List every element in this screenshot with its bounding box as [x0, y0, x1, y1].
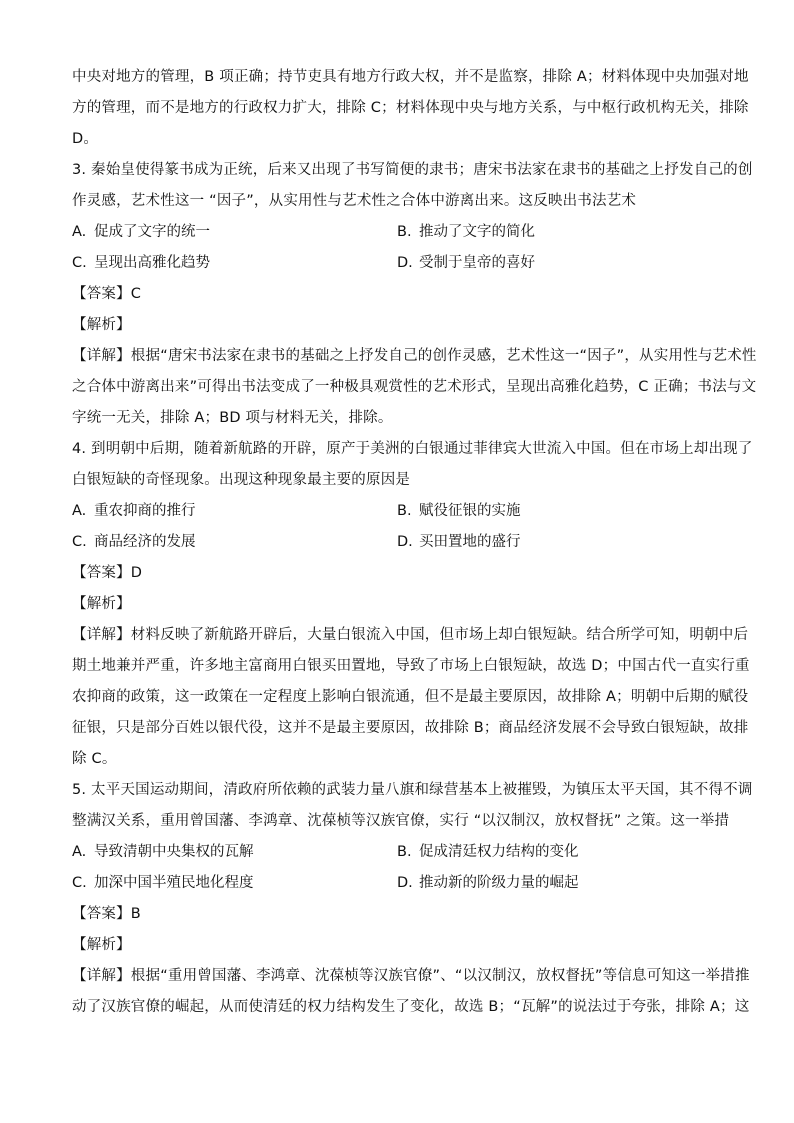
answer-line: 【答案】C [72, 286, 142, 302]
detail-line: 征银，只是部分百姓以银代役，这并不是最主要原因，故排除 B；商品经济发展不会导致白银短缺，故排 [72, 720, 749, 736]
option-text: 导致清朝中央集权的瓦解 [94, 844, 254, 860]
option-d [397, 248, 722, 279]
option-letter: B. [397, 503, 412, 519]
option-c [72, 248, 397, 279]
option-letter: C. [72, 255, 87, 271]
options-row [72, 527, 722, 558]
answer-line: 【答案】B [72, 906, 141, 922]
option-d [397, 868, 722, 899]
option-text: 受制于皇帝的喜好 [419, 255, 535, 271]
document-page [72, 62, 757, 1023]
option-letter: D. [397, 875, 413, 891]
text-line: D。 [72, 131, 99, 147]
options-row [72, 217, 722, 248]
option-a [72, 217, 397, 248]
detail-line: 动了汉族官僚的崛起，从而使清廷的权力结构发生了变化，故选 B；“瓦解”的说法过于夸张，排除 A；这 [72, 999, 750, 1015]
question-stem: 3. 秦始皇使得篆书成为正统，后来又出现了书写简便的隶书；唐宋书法家在隶书的基础之上抒发自己的创 [72, 162, 753, 178]
option-letter: A. [72, 224, 87, 240]
options-row [72, 868, 722, 899]
question-stem: 整满汉关系，重用曾国藩、李鸿章、沈葆桢等汉族官僚，实行 “以汉制汉，放权督抚” 之策。这一举措 [72, 813, 730, 829]
option-text: 促成清廷权力结构的变化 [419, 844, 579, 860]
detail-line: 字统一无关，排除 A；BD 项与材料无关，排除。 [72, 410, 393, 426]
detail-line: 农抑商的政策，这一政策在一定程度上影响白银流通，但不是最主要原因，故排除 A；明朝中后期的赋役 [72, 689, 749, 705]
option-text: 推动新的阶级力量的崛起 [419, 875, 579, 891]
option-b [397, 496, 722, 527]
detail-line: 期土地兼并严重，许多地主富商用白银买田置地，导致了市场上白银短缺，故选 D；中国古代一直实行重 [72, 658, 750, 674]
option-a [72, 496, 397, 527]
option-text: 赋役征银的实施 [419, 503, 521, 519]
prev-explanation [72, 62, 749, 155]
detail-line: 【详解】根据“唐宋书法家在隶书的基础之上抒发自己的创作灵感，艺术性这一“因子”，从实用性与艺术性 [72, 348, 757, 364]
option-text: 买田置地的盛行 [419, 534, 521, 550]
analysis-label: 【解析】 [72, 937, 131, 953]
question-stem: 白银短缺的奇怪现象。出现这种现象最主要的原因是 [72, 472, 411, 488]
option-letter: A. [72, 844, 87, 860]
options-row [72, 248, 722, 279]
question-stem: 4. 到明朝中后期，随着新航路的开辟，原产于美洲的白银通过菲律宾大世流入中国。但在市场上却出现了 [72, 441, 753, 457]
detail-line: 除 C。 [72, 751, 117, 767]
option-d [397, 527, 722, 558]
option-a [72, 837, 397, 868]
option-letter: B. [397, 224, 412, 240]
text-line: 中央对地方的管理，B 项正确；持节吏具有地方行政大权，并不是监察，排除 A；材料体现中央加强对地 [72, 69, 749, 85]
analysis-label: 【解析】 [72, 317, 131, 333]
option-text: 商品经济的发展 [94, 534, 196, 550]
option-text: 加深中国半殖民地化程度 [94, 875, 254, 891]
option-letter: A. [72, 503, 87, 519]
answer-line: 【答案】D [72, 565, 143, 581]
option-text: 呈现出高雅化趋势 [94, 255, 210, 271]
option-letter: C. [72, 875, 87, 891]
detail-line: 【详解】根据“重用曾国藩、李鸿章、沈葆桢等汉族官僚”、“以汉制汉，放权督抚”等信息可知这一举措推 [72, 968, 750, 984]
option-letter: B. [397, 844, 412, 860]
text-line: 方的管理，而不是地方的行政权力扩大，排除 C；材料体现中央与地方关系，与中枢行政机构无关，排除 [72, 100, 749, 116]
detail-line: 之合体中游离出来”可得出书法变成了一种极具观赏性的艺术形式，呈现出高雅化趋势，C 正确；书法与文 [72, 379, 757, 395]
option-b [397, 837, 722, 868]
option-b [397, 217, 722, 248]
question-3 [72, 155, 757, 434]
question-4 [72, 434, 753, 775]
question-5 [72, 775, 753, 1023]
options-row [72, 496, 722, 527]
options-row [72, 837, 722, 868]
analysis-label: 【解析】 [72, 596, 131, 612]
option-letter: D. [397, 534, 413, 550]
question-stem: 5. 太平天国运动期间，清政府所依赖的武装力量八旗和绿营基本上被摧毁，为镇压太平天国，其不得不调 [72, 782, 753, 798]
option-letter: C. [72, 534, 87, 550]
detail-line: 【详解】材料反映了新航路开辟后，大量白银流入中国，但市场上却白银短缺。结合所学可知，明朝中后 [72, 627, 749, 643]
question-stem: 作灵感，艺术性这一 “因子”，从实用性与艺术性之合体中游离出来。这反映出书法艺术 [72, 193, 637, 209]
option-c [72, 527, 397, 558]
option-text: 促成了文字的统一 [94, 224, 210, 240]
option-text: 推动了文字的简化 [419, 224, 535, 240]
option-letter: D. [397, 255, 413, 271]
option-text: 重农抑商的推行 [94, 503, 196, 519]
option-c [72, 868, 397, 899]
